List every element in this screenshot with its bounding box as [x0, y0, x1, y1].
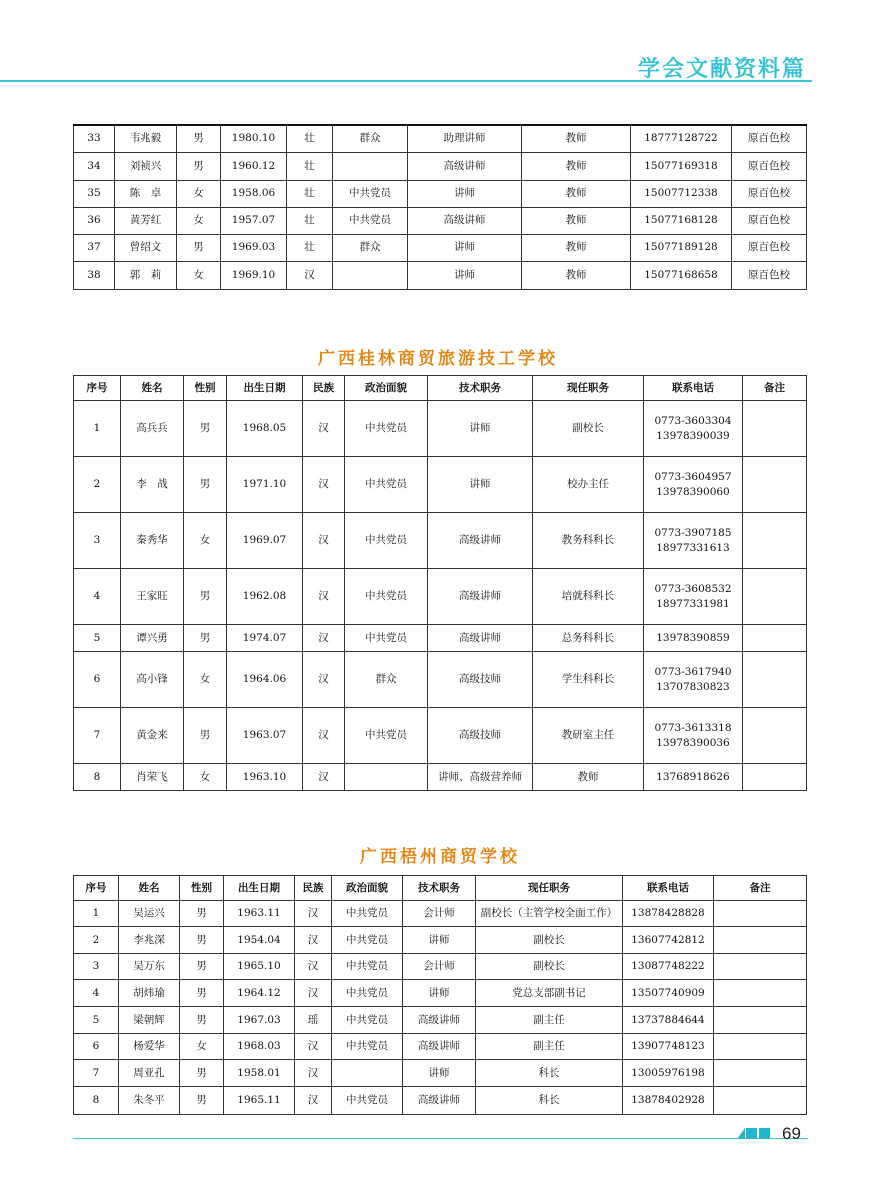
table-row: [74, 261, 807, 289]
cell-remarks: [714, 927, 807, 954]
cell-current-position: 副主任: [476, 1007, 623, 1034]
cell-political-status: [333, 261, 408, 289]
column-header-political-status: 政治面貌: [345, 376, 428, 401]
cell-birth-date: 1980.10: [221, 125, 287, 152]
cell-index: 2: [74, 927, 119, 954]
page-number: 69: [782, 1124, 801, 1143]
cell-political-status: 中共党员: [333, 180, 408, 207]
cell-remarks: [743, 708, 807, 764]
cell-current-position: 教师: [533, 764, 644, 791]
cell-current-position: 教师: [522, 234, 631, 261]
cell-birth-date: 1971.10: [227, 457, 303, 513]
cell-phone: 13737884644: [623, 1007, 714, 1034]
cell-ethnicity: 汉: [295, 1034, 332, 1060]
cell-gender: 男: [180, 1007, 224, 1034]
cell-phone: 0773-3907185 18977331613: [644, 513, 743, 569]
cell-technical-title: 高级技师: [428, 652, 533, 708]
table-row: [74, 180, 807, 207]
cell-name: 王家旺: [121, 569, 184, 625]
cell-gender: 女: [177, 207, 221, 234]
cell-phone: 13878402928: [623, 1087, 714, 1115]
cell-current-position: 教师: [522, 261, 631, 289]
table-row: [74, 1034, 807, 1060]
cell-gender: 男: [184, 708, 227, 764]
cell-phone: 13507740909: [623, 980, 714, 1007]
cell-birth-date: 1974.07: [227, 625, 303, 652]
cell-gender: 男: [180, 980, 224, 1007]
column-header-current-position: 现任职务: [533, 376, 644, 401]
cell-ethnicity: 汉: [303, 652, 345, 708]
cell-birth-date: 1967.03: [224, 1007, 295, 1034]
cell-ethnicity: 汉: [303, 457, 345, 513]
cell-current-position: 副校长: [533, 401, 644, 457]
table-row: [74, 569, 807, 625]
cell-current-position: 副主任: [476, 1034, 623, 1060]
cell-technical-title: 讲师: [403, 927, 476, 954]
cell-current-position: 教务科科长: [533, 513, 644, 569]
cell-ethnicity: 汉: [295, 927, 332, 954]
cell-name: 刘祯兴: [115, 152, 177, 180]
cell-technical-title: 高级讲师: [403, 1034, 476, 1060]
cell-birth-date: 1958.01: [224, 1060, 295, 1087]
cell-birth-date: 1968.03: [224, 1034, 295, 1060]
cell-phone: 13005976198: [623, 1060, 714, 1087]
cell-phone: 18777128722: [631, 125, 732, 152]
cell-name: 朱冬平: [119, 1087, 180, 1115]
cell-ethnicity: 汉: [287, 261, 333, 289]
table-row: [74, 652, 807, 708]
cell-name: 秦秀华: [121, 513, 184, 569]
cell-technical-title: 讲师: [428, 401, 533, 457]
cell-gender: 男: [180, 927, 224, 954]
cell-gender: 男: [180, 954, 224, 980]
cell-gender: 男: [177, 152, 221, 180]
column-header-political-status: 政治面貌: [332, 876, 403, 901]
cell-technical-title: 讲师: [408, 180, 522, 207]
cell-gender: 男: [180, 1060, 224, 1087]
cell-current-position: 教研室主任: [533, 708, 644, 764]
staff-table-guilin: [73, 375, 807, 791]
cell-phone: 0773-3617940 13707830823: [644, 652, 743, 708]
cell-technical-title: 讲师: [403, 980, 476, 1007]
cell-remarks: 原百色校: [732, 125, 807, 152]
cell-birth-date: 1958.06: [221, 180, 287, 207]
cell-index: 4: [74, 569, 121, 625]
cell-name: 高小锋: [121, 652, 184, 708]
cell-ethnicity: 瑶: [295, 1007, 332, 1034]
cell-birth-date: 1963.10: [227, 764, 303, 791]
cell-index: 4: [74, 980, 119, 1007]
cell-political-status: 中共党员: [345, 401, 428, 457]
cell-birth-date: 1965.10: [224, 954, 295, 980]
staff-table-continued: [73, 124, 807, 290]
cell-current-position: 总务科科长: [533, 625, 644, 652]
cell-technical-title: 讲师、高级营养师: [428, 764, 533, 791]
table-row: [74, 927, 807, 954]
cell-technical-title: 助理讲师: [408, 125, 522, 152]
cell-name: 曾绍文: [115, 234, 177, 261]
cell-remarks: [743, 569, 807, 625]
column-header-index: 序号: [74, 376, 121, 401]
cell-gender: 男: [184, 401, 227, 457]
cell-name: 吴运兴: [119, 901, 180, 927]
cell-technical-title: 高级讲师: [403, 1087, 476, 1115]
cell-ethnicity: 壮: [287, 152, 333, 180]
cell-remarks: [714, 1060, 807, 1087]
cell-current-position: 副校长: [476, 927, 623, 954]
cell-political-status: 群众: [345, 652, 428, 708]
cell-index: 6: [74, 1034, 119, 1060]
cell-ethnicity: 壮: [287, 207, 333, 234]
cell-phone: 13878428828: [623, 901, 714, 927]
cell-name: 陈 卓: [115, 180, 177, 207]
footer-rule: [73, 1138, 808, 1139]
cell-phone: 13907748123: [623, 1034, 714, 1060]
cell-name: 谭兴勇: [121, 625, 184, 652]
cell-birth-date: 1969.07: [227, 513, 303, 569]
cell-ethnicity: 壮: [287, 180, 333, 207]
cell-gender: 女: [184, 652, 227, 708]
cell-remarks: [743, 625, 807, 652]
cell-political-status: [345, 764, 428, 791]
cell-technical-title: 高级讲师: [408, 207, 522, 234]
table-row: [74, 901, 807, 927]
cell-birth-date: 1960.12: [221, 152, 287, 180]
cell-technical-title: 高级技师: [428, 708, 533, 764]
cell-ethnicity: 汉: [295, 980, 332, 1007]
cell-remarks: 原百色校: [732, 261, 807, 289]
cell-name: 周亚孔: [119, 1060, 180, 1087]
cell-gender: 女: [180, 1034, 224, 1060]
column-header-index: 序号: [74, 876, 119, 901]
cell-political-status: 中共党员: [345, 625, 428, 652]
table-row: [74, 401, 807, 457]
cell-birth-date: 1954.04: [224, 927, 295, 954]
cell-index: 1: [74, 401, 121, 457]
page-header-title: 学会文献资料篇: [637, 57, 806, 82]
cell-current-position: 科长: [476, 1060, 623, 1087]
cell-phone: 0773-3608532 18977331981: [644, 569, 743, 625]
cell-political-status: 中共党员: [345, 708, 428, 764]
cell-technical-title: 高级讲师: [408, 152, 522, 180]
cell-remarks: [714, 1034, 807, 1060]
cell-birth-date: 1962.08: [227, 569, 303, 625]
column-header-birth-date: 出生日期: [227, 376, 303, 401]
column-header-phone: 联系电话: [623, 876, 714, 901]
cell-gender: 女: [177, 180, 221, 207]
cell-name: 胡炜瑜: [119, 980, 180, 1007]
cell-political-status: 中共党员: [332, 1034, 403, 1060]
cell-remarks: [714, 901, 807, 927]
cell-name: 韦兆毅: [115, 125, 177, 152]
cell-current-position: 副校长（主管学校全面工作）: [476, 901, 623, 927]
cell-political-status: 中共党员: [332, 1007, 403, 1034]
cell-gender: 女: [184, 764, 227, 791]
column-header-remarks: 备注: [714, 876, 807, 901]
cell-gender: 男: [180, 901, 224, 927]
cell-ethnicity: 壮: [287, 234, 333, 261]
cell-remarks: [743, 764, 807, 791]
page-marker-icon: [737, 1128, 772, 1139]
cell-phone: 15077189128: [631, 234, 732, 261]
table-row: [74, 708, 807, 764]
cell-ethnicity: 汉: [295, 1087, 332, 1115]
cell-phone: 13978390859: [644, 625, 743, 652]
cell-political-status: 中共党员: [345, 457, 428, 513]
cell-birth-date: 1964.12: [224, 980, 295, 1007]
table-row: [74, 1087, 807, 1115]
cell-technical-title: 会计师: [403, 954, 476, 980]
cell-technical-title: 会计师: [403, 901, 476, 927]
cell-remarks: [743, 652, 807, 708]
cell-ethnicity: 汉: [303, 708, 345, 764]
cell-political-status: [333, 152, 408, 180]
cell-current-position: 校办主任: [533, 457, 644, 513]
cell-technical-title: 讲师: [408, 261, 522, 289]
cell-name: 郭 莉: [115, 261, 177, 289]
cell-birth-date: 1969.03: [221, 234, 287, 261]
cell-ethnicity: 汉: [303, 401, 345, 457]
cell-remarks: [743, 513, 807, 569]
cell-ethnicity: 汉: [303, 513, 345, 569]
cell-political-status: 中共党员: [332, 1087, 403, 1115]
cell-birth-date: 1957.07: [221, 207, 287, 234]
cell-index: 1: [74, 901, 119, 927]
cell-gender: 男: [177, 125, 221, 152]
cell-remarks: 原百色校: [732, 152, 807, 180]
cell-phone: 15007712338: [631, 180, 732, 207]
cell-name: 肖荣飞: [121, 764, 184, 791]
cell-phone: 0773-3604957 13978390060: [644, 457, 743, 513]
table-row: [74, 457, 807, 513]
cell-name: 李 战: [121, 457, 184, 513]
cell-ethnicity: 汉: [295, 954, 332, 980]
cell-index: 34: [74, 152, 115, 180]
cell-remarks: [714, 980, 807, 1007]
table-row: [74, 764, 807, 791]
cell-phone: 0773-3603304 13978390039: [644, 401, 743, 457]
table-row: [74, 207, 807, 234]
column-header-phone: 联系电话: [644, 376, 743, 401]
section-title-wuzhou: 广西梧州商贸学校: [360, 847, 520, 867]
cell-current-position: 教师: [522, 180, 631, 207]
cell-index: 37: [74, 234, 115, 261]
cell-index: 2: [74, 457, 121, 513]
cell-index: 7: [74, 1060, 119, 1087]
cell-remarks: 原百色校: [732, 180, 807, 207]
cell-index: 8: [74, 764, 121, 791]
column-header-birth-date: 出生日期: [224, 876, 295, 901]
cell-gender: 男: [184, 625, 227, 652]
table-row: [74, 1060, 807, 1087]
cell-technical-title: 讲师: [428, 457, 533, 513]
cell-political-status: 群众: [333, 125, 408, 152]
cell-phone: 15077168658: [631, 261, 732, 289]
cell-political-status: 中共党员: [345, 513, 428, 569]
cell-index: 5: [74, 1007, 119, 1034]
cell-index: 7: [74, 708, 121, 764]
cell-gender: 女: [184, 513, 227, 569]
cell-current-position: 培就科科长: [533, 569, 644, 625]
cell-birth-date: 1964.06: [227, 652, 303, 708]
cell-political-status: 中共党员: [345, 569, 428, 625]
column-header-name: 姓名: [119, 876, 180, 901]
cell-gender: 女: [177, 261, 221, 289]
cell-phone: 15077168128: [631, 207, 732, 234]
cell-index: 3: [74, 954, 119, 980]
cell-current-position: 党总支部副书记: [476, 980, 623, 1007]
cell-remarks: [743, 457, 807, 513]
cell-political-status: 中共党员: [333, 207, 408, 234]
cell-technical-title: 讲师: [403, 1060, 476, 1087]
cell-index: 3: [74, 513, 121, 569]
column-header-technical-title: 技术职务: [428, 376, 533, 401]
cell-index: 35: [74, 180, 115, 207]
cell-birth-date: 1963.11: [224, 901, 295, 927]
table-row: [74, 954, 807, 980]
cell-political-status: 中共党员: [332, 980, 403, 1007]
cell-name: 梁朝辉: [119, 1007, 180, 1034]
cell-political-status: 中共党员: [332, 927, 403, 954]
cell-political-status: 中共党员: [332, 901, 403, 927]
cell-technical-title: 高级讲师: [428, 625, 533, 652]
cell-birth-date: 1963.07: [227, 708, 303, 764]
cell-index: 33: [74, 125, 115, 152]
cell-birth-date: 1969.10: [221, 261, 287, 289]
cell-ethnicity: 壮: [287, 125, 333, 152]
table-row: [74, 125, 807, 152]
cell-name: 黄金来: [121, 708, 184, 764]
cell-ethnicity: 汉: [303, 764, 345, 791]
cell-ethnicity: 汉: [303, 569, 345, 625]
cell-name: 杨爱华: [119, 1034, 180, 1060]
cell-remarks: 原百色校: [732, 207, 807, 234]
cell-name: 黄芳红: [115, 207, 177, 234]
cell-name: 李兆深: [119, 927, 180, 954]
cell-index: 36: [74, 207, 115, 234]
cell-index: 6: [74, 652, 121, 708]
cell-current-position: 学生科科长: [533, 652, 644, 708]
table-row: [74, 1007, 807, 1034]
cell-technical-title: 讲师: [408, 234, 522, 261]
column-header-ethnicity: 民族: [303, 376, 345, 401]
cell-index: 8: [74, 1087, 119, 1115]
section-title-guilin: 广西桂林商贸旅游技工学校: [318, 349, 558, 369]
cell-gender: 男: [177, 234, 221, 261]
cell-gender: 男: [180, 1087, 224, 1115]
cell-ethnicity: 汉: [295, 1060, 332, 1087]
cell-birth-date: 1965.11: [224, 1087, 295, 1115]
cell-phone: 15077169318: [631, 152, 732, 180]
cell-technical-title: 高级讲师: [428, 569, 533, 625]
cell-technical-title: 高级讲师: [428, 513, 533, 569]
cell-political-status: 中共党员: [332, 954, 403, 980]
table-row: [74, 513, 807, 569]
cell-current-position: 教师: [522, 207, 631, 234]
cell-ethnicity: 汉: [303, 625, 345, 652]
cell-political-status: [332, 1060, 403, 1087]
cell-phone: 13607742812: [623, 927, 714, 954]
cell-remarks: [714, 954, 807, 980]
cell-current-position: 副校长: [476, 954, 623, 980]
column-header-remarks: 备注: [743, 376, 807, 401]
table-row: [74, 234, 807, 261]
cell-current-position: 教师: [522, 152, 631, 180]
cell-name: 高兵兵: [121, 401, 184, 457]
cell-remarks: 原百色校: [732, 234, 807, 261]
cell-index: 38: [74, 261, 115, 289]
column-header-gender: 性别: [180, 876, 224, 901]
column-header-current-position: 现任职务: [476, 876, 623, 901]
column-header-technical-title: 技术职务: [403, 876, 476, 901]
cell-current-position: 教师: [522, 125, 631, 152]
cell-ethnicity: 汉: [295, 901, 332, 927]
table-row: [74, 152, 807, 180]
cell-remarks: [743, 401, 807, 457]
cell-phone: 13768918626: [644, 764, 743, 791]
staff-table-wuzhou: [73, 875, 807, 1115]
cell-remarks: [714, 1087, 807, 1115]
column-header-gender: 性别: [184, 376, 227, 401]
table-row: [74, 980, 807, 1007]
cell-index: 5: [74, 625, 121, 652]
cell-current-position: 科长: [476, 1087, 623, 1115]
column-header-ethnicity: 民族: [295, 876, 332, 901]
cell-political-status: 群众: [333, 234, 408, 261]
table-row: [74, 625, 807, 652]
cell-gender: 男: [184, 457, 227, 513]
cell-phone: 0773-3613318 13978390036: [644, 708, 743, 764]
cell-remarks: [714, 1007, 807, 1034]
cell-phone: 13087748222: [623, 954, 714, 980]
cell-technical-title: 高级讲师: [403, 1007, 476, 1034]
column-header-name: 姓名: [121, 376, 184, 401]
cell-gender: 男: [184, 569, 227, 625]
cell-name: 吴万东: [119, 954, 180, 980]
cell-birth-date: 1968.05: [227, 401, 303, 457]
